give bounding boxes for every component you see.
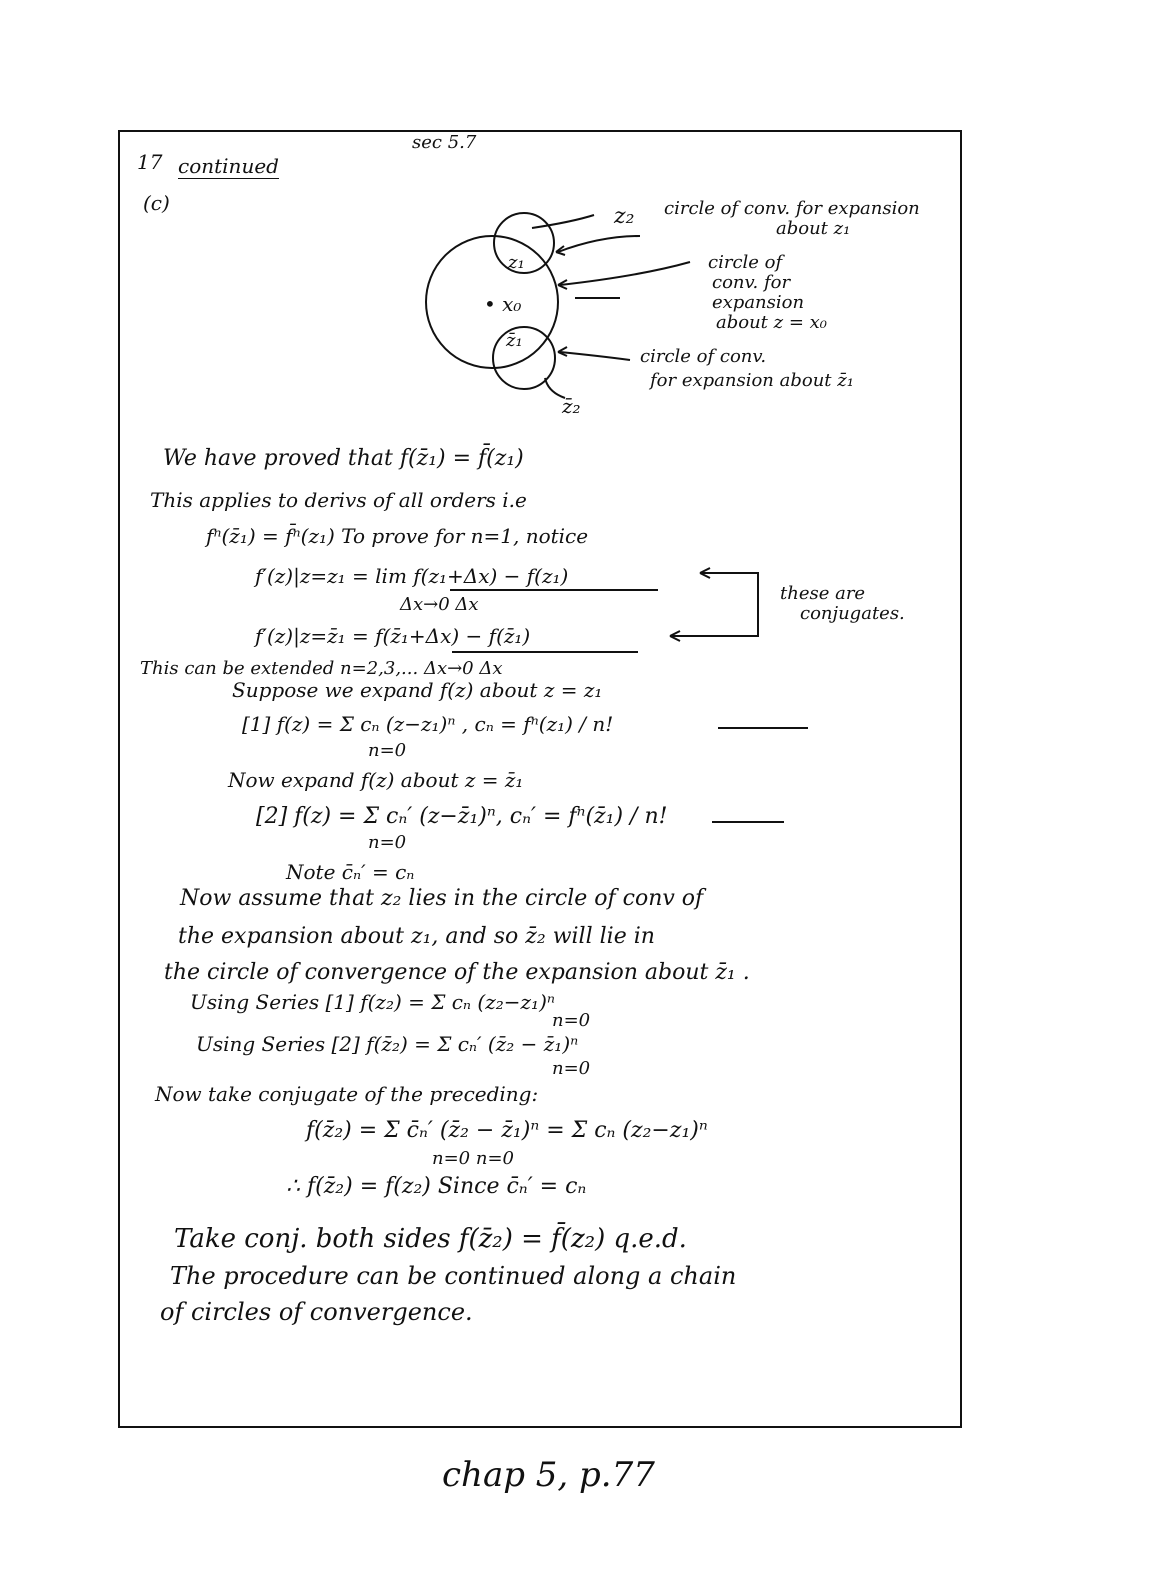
label-circle-z1-line2: about z₁ bbox=[776, 218, 851, 239]
label-conjugates-1: these are bbox=[780, 583, 866, 604]
line-using-series-2-index: n=0 bbox=[552, 1058, 591, 1079]
continued-label: continued bbox=[178, 154, 279, 178]
page-reference: chap 5, p.77 bbox=[442, 1455, 655, 1495]
label-circle-x0-line2: conv. for bbox=[712, 272, 791, 293]
line-circles: of circles of convergence. bbox=[160, 1298, 473, 1326]
arrow-circle-x0 bbox=[560, 262, 690, 285]
line-circle-convergence: the circle of convergence of the expansion about z̄₁ . bbox=[164, 960, 750, 985]
line-derivative-z1: f′(z)|z=z₁ = lim f(z₁+Δx) − f(z₁) bbox=[255, 564, 569, 588]
line-qed: Take conj. both sides f(z̄₂) = f̄(z₂) q.e.d. bbox=[174, 1224, 687, 1254]
label-conjugates-2: conjugates. bbox=[800, 603, 905, 624]
line-using-series-2: Using Series [2] f(z̄₂) = Σ cₙ′ (z̄₂ − z̄₁)ⁿ bbox=[196, 1032, 579, 1056]
line-now-expand: Now expand f(z) about z = z̄₁ bbox=[228, 768, 524, 792]
line-extended: This can be extended n=2,3,... Δx→0 Δx bbox=[140, 658, 503, 679]
line-take-conjugate: Now take conjugate of the preceding: bbox=[155, 1082, 539, 1106]
arrow-circle-z1bar bbox=[560, 352, 630, 360]
line-nth-derivative: fⁿ(z̄₁) = f̄ⁿ(z₁) To prove for n=1, notice bbox=[206, 524, 589, 548]
line-using-series-1: Using Series [1] f(z₂) = Σ cₙ (z₂−z₁)ⁿ bbox=[190, 990, 555, 1014]
figure-z1: z₁ bbox=[508, 252, 525, 273]
line-conjugate-series-index: n=0 n=0 bbox=[432, 1148, 514, 1169]
line-suppose: Suppose we expand f(z) about z = z₁ bbox=[232, 678, 603, 702]
line-procedure: The procedure can be continued along a chain bbox=[170, 1262, 737, 1290]
line-series-1: [1] f(z) = Σ cₙ (z−z₁)ⁿ , cₙ = fⁿ(z₁) / n! bbox=[242, 712, 614, 736]
label-circle-x0-line3: expansion bbox=[712, 292, 805, 313]
label-circle-x0-line1: circle of bbox=[708, 252, 783, 273]
line-conjugate-series: f(z̄₂) = Σ c̄ₙ′ (z̄₂ − z̄₁)ⁿ = Σ cₙ (z₂−z₁)ⁿ bbox=[306, 1118, 708, 1143]
line-applies: This applies to derivs of all orders i.e bbox=[150, 488, 527, 512]
line-series-1-index: n=0 bbox=[368, 740, 407, 761]
line-derivative-z1bar: f′(z)|z=z̄₁ = f(z̄₁+Δx) − f(z̄₁) bbox=[255, 624, 531, 648]
section-label: sec 5.7 bbox=[412, 132, 477, 153]
line-proved: We have proved that f(z̄₁) = f̄(z₁) bbox=[163, 446, 524, 471]
figure-x0: • x₀ bbox=[484, 292, 522, 316]
label-circle-z1bar-line1: circle of conv. bbox=[640, 346, 767, 367]
problem-number: 17 bbox=[137, 150, 163, 174]
label-circle-z1-line1: circle of conv. for expansion bbox=[664, 198, 920, 219]
leader-z2 bbox=[532, 215, 594, 228]
line-derivative-z1-limit: Δx→0 Δx bbox=[400, 594, 479, 615]
figure-z2: z₂ bbox=[614, 204, 635, 229]
part-label: (c) bbox=[143, 191, 170, 215]
label-circle-x0-line4: about z = x₀ bbox=[716, 312, 828, 333]
conjugates-bracket bbox=[672, 573, 758, 636]
line-using-series-1-index: n=0 bbox=[552, 1010, 591, 1031]
figure-z1bar: z̄₁ bbox=[506, 330, 523, 351]
line-series-2: [2] f(z) = Σ cₙ′ (z−z̄₁)ⁿ, cₙ′ = fⁿ(z̄₁) / n! bbox=[256, 804, 668, 829]
line-therefore: ∴ f(z̄₂) = f(z₂) Since c̄ₙ′ = cₙ bbox=[286, 1174, 587, 1199]
line-expansion: the expansion about z₁, and so z̄₂ will lie in bbox=[178, 924, 655, 949]
arrow-circle-z1 bbox=[558, 236, 640, 252]
line-assume: Now assume that z₂ lies in the circle of conv of bbox=[180, 886, 704, 911]
line-series-2-index: n=0 bbox=[368, 832, 407, 853]
figure-z2bar: z̄₂ bbox=[562, 394, 581, 418]
label-circle-z1bar-line2: for expansion about z̄₁ bbox=[650, 370, 854, 391]
line-note: Note c̄ₙ′ = cₙ bbox=[286, 860, 415, 884]
